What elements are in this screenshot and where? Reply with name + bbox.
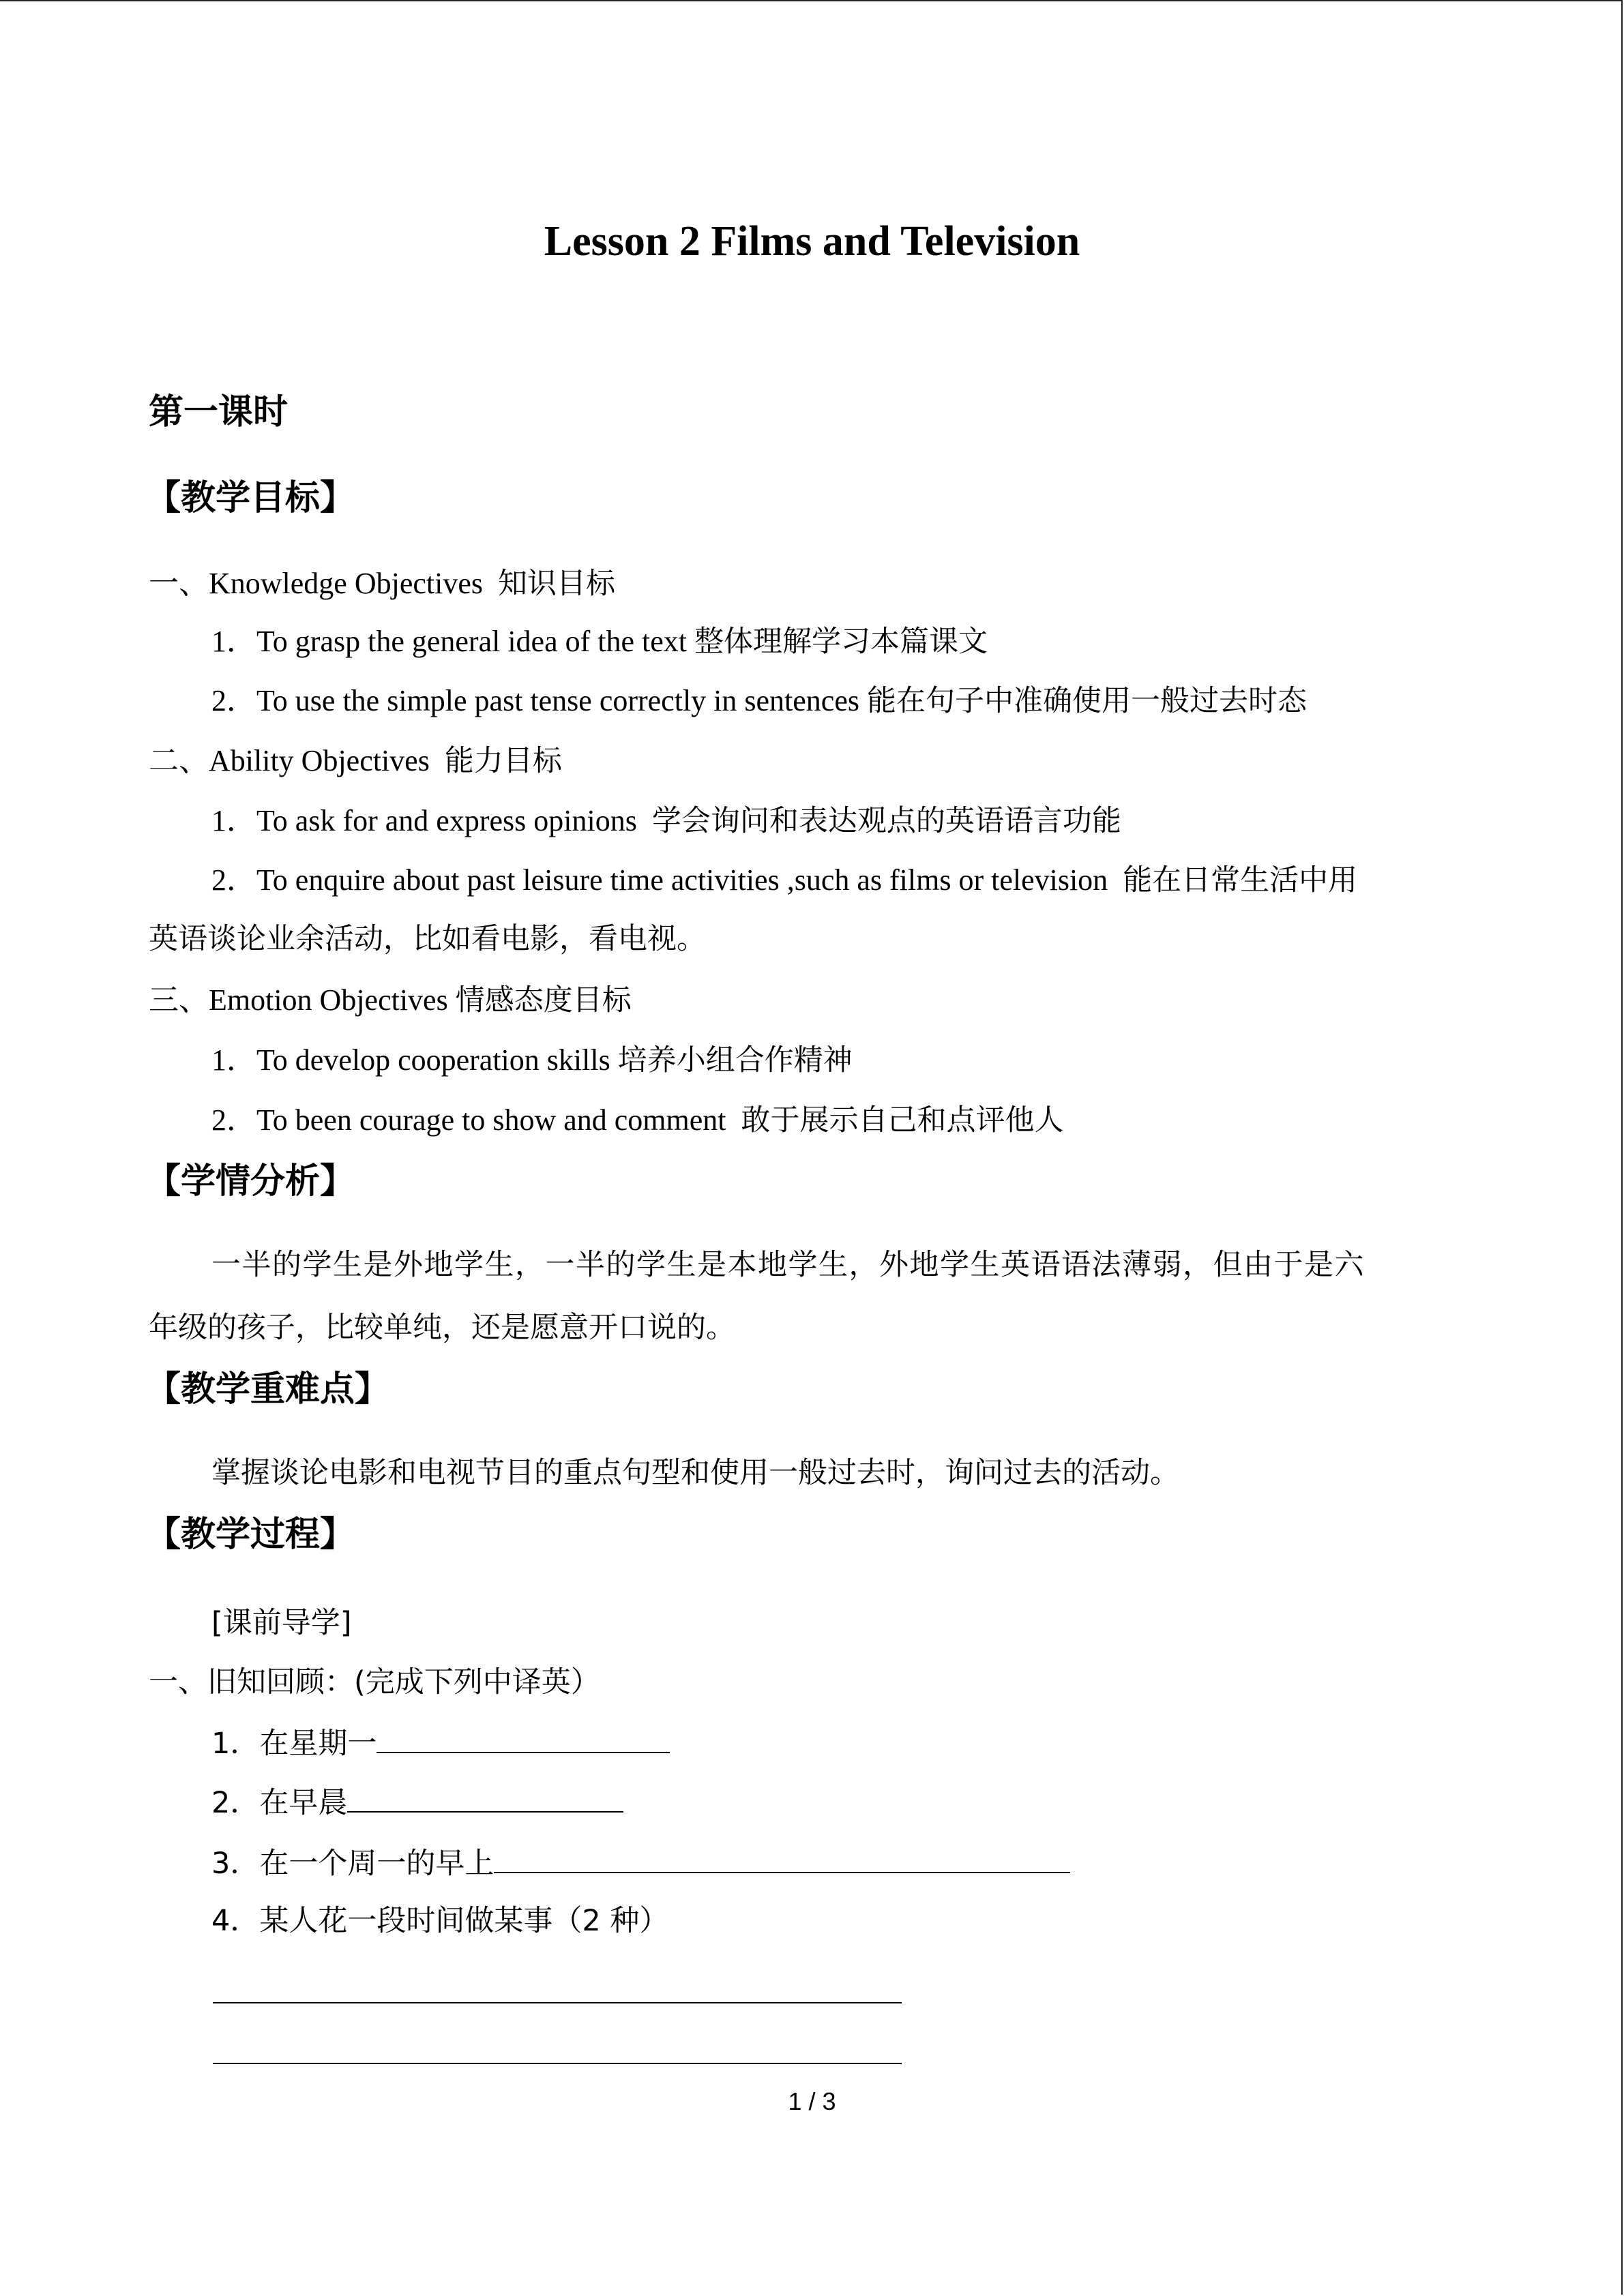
emotion-objectives-label: 三、Emotion Objectives 情感态度目标	[149, 983, 632, 1017]
answer-line-1[interactable]	[213, 2002, 902, 2003]
emotion-item-2: 2．To been courage to show and comment 敢于展示自己和点评他人	[211, 1103, 1064, 1137]
ability-item-2-continuation: 英语谈论业余活动，比如看电影，看电视。	[149, 922, 706, 956]
objectives-heading: 【教学目标】	[146, 478, 355, 518]
document-title: Lesson 2 Films and Television	[544, 218, 1080, 265]
ability-item-2: 2．To enquire about past leisure time activities ,such as films or television 能在日常生活中用	[211, 863, 1358, 897]
exercise-3: 3．在一个周一的早上	[211, 1845, 1070, 1882]
process-heading: 【教学过程】	[146, 1515, 355, 1555]
answer-line-2[interactable]	[213, 2063, 902, 2064]
exercise-4: 4．某人花一段时间做某事（2 种）	[211, 1904, 669, 1938]
answer-blank[interactable]	[494, 1845, 1070, 1873]
knowledge-item-1: 1．To grasp the general idea of the text 整体理解学习本篇课文	[211, 625, 988, 659]
ability-objectives-label: 二、Ability Objectives 能力目标	[149, 744, 562, 778]
period-label: 第一课时	[149, 392, 289, 432]
answer-blank[interactable]	[377, 1725, 670, 1753]
review-label: 一、旧知回顾：(完成下列中译英）	[149, 1665, 600, 1699]
knowledge-objectives-label: 一、Knowledge Objectives 知识目标	[149, 567, 615, 601]
analysis-line-2: 年级的孩子，比较单纯，还是愿意开口说的。	[149, 1311, 735, 1345]
analysis-heading: 【学情分析】	[146, 1161, 355, 1202]
answer-blank[interactable]	[347, 1784, 623, 1813]
knowledge-item-2: 2．To use the simple past tense correctly in sentences 能在句子中准确使用一般过去时态	[211, 684, 1307, 718]
preview-label: [课前导学]	[211, 1606, 352, 1640]
keypoints-text: 掌握谈论电影和电视节目的重点句型和使用一般过去时，询问过去的活动。	[211, 1456, 1179, 1490]
keypoints-heading: 【教学重难点】	[146, 1369, 390, 1410]
ability-item-1: 1．To ask for and express opinions 学会询问和表达观点的英语语言功能	[211, 804, 1121, 838]
page-number: 1 / 3	[788, 2087, 836, 2115]
emotion-item-1: 1．To develop cooperation skills 培养小组合作精神	[211, 1043, 853, 1077]
exercise-2: 2．在早晨	[211, 1784, 623, 1821]
exercise-1: 1．在星期一	[211, 1725, 670, 1762]
analysis-line-1: 一半的学生是外地学生，一半的学生是本地学生，外地学生英语语法薄弱，但由于是六	[211, 1248, 1365, 1282]
